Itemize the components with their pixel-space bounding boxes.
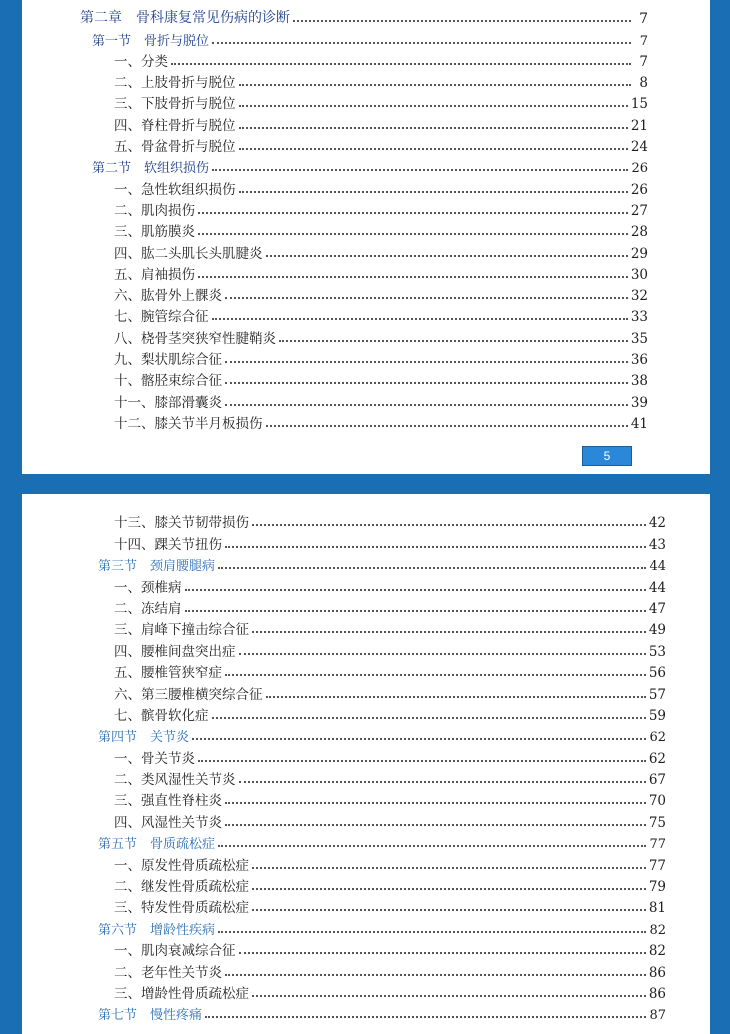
toc-entry-page-number: 7 <box>639 33 648 49</box>
toc-entry <box>22 389 710 410</box>
toc-entry <box>22 240 710 261</box>
toc-entry <box>22 638 710 659</box>
toc-entry-page-number: 44 <box>648 579 666 596</box>
dot-leader <box>225 824 646 826</box>
toc-entry-page-number: 70 <box>648 793 666 810</box>
toc-entry <box>22 981 710 1002</box>
toc-entry <box>22 112 710 133</box>
toc-entry-page-number: 15 <box>630 96 648 113</box>
toc-entry <box>22 959 710 980</box>
toc-entry-page-number: 28 <box>630 224 648 241</box>
toc-entry-title: 三、肌筋膜炎 <box>114 224 195 241</box>
toc-entry-page-number: 49 <box>648 622 666 639</box>
toc-entry <box>22 176 710 197</box>
toc-entry-title: 五、肩袖损伤 <box>114 266 195 283</box>
toc-section-entry <box>22 831 710 852</box>
toc-entry <box>22 411 710 432</box>
toc-entry <box>22 788 710 809</box>
toc-entry-page-number: 79 <box>648 879 666 896</box>
dot-leader <box>225 361 628 363</box>
toc-entry-title: 六、第三腰椎横突综合征 <box>114 686 263 703</box>
toc-entry <box>22 283 710 304</box>
dot-leader <box>239 148 628 150</box>
toc-entry-title: 十、髂胫束综合征 <box>114 373 222 390</box>
toc-entry-page-number: 59 <box>648 707 666 724</box>
toc-entry-page-number: 42 <box>648 515 666 532</box>
dot-leader <box>279 340 628 342</box>
toc-entry <box>22 347 710 368</box>
toc-entry-page-number: 32 <box>630 288 648 305</box>
toc-entry-page-number: 21 <box>630 117 648 134</box>
toc-entry <box>22 198 710 219</box>
dot-leader <box>198 212 628 214</box>
toc-list-upper <box>22 6 710 432</box>
toc-entry <box>22 703 710 724</box>
dot-leader <box>218 931 646 933</box>
page-number-badge: 5 <box>582 446 632 466</box>
toc-entry <box>22 49 710 70</box>
toc-entry-title: 十四、踝关节扭伤 <box>114 536 222 553</box>
dot-leader <box>266 696 646 698</box>
toc-section-entry <box>22 916 710 937</box>
dot-leader <box>252 631 646 633</box>
toc-entry-title: 三、下肢骨折与脱位 <box>114 96 236 113</box>
dot-leader <box>198 233 628 235</box>
toc-section-entry <box>22 1002 710 1023</box>
dot-leader <box>225 382 628 384</box>
toc-entry <box>22 681 710 702</box>
toc-entry <box>22 510 710 531</box>
toc-entry-page-number: 57 <box>648 686 666 703</box>
toc-entry-title: 十三、膝关节韧带损伤 <box>114 515 249 532</box>
toc-entry-page-number: 41 <box>630 415 648 432</box>
toc-entry-page-number: 39 <box>630 394 648 411</box>
toc-entry-title: 二、继发性骨质疏松症 <box>114 879 249 896</box>
toc-entry-title: 第六节 增龄性疾病 <box>98 922 216 938</box>
dot-leader <box>252 888 646 890</box>
toc-entry-page-number: 62 <box>649 730 666 746</box>
toc-entry-title: 七、腕管综合征 <box>114 309 209 326</box>
toc-entry-page-number: 29 <box>630 245 648 262</box>
toc-entry-title: 第三节 颈肩腰腿病 <box>98 559 216 575</box>
dot-leader <box>225 404 628 406</box>
toc-entry <box>22 70 710 91</box>
toc-entry-title: 八、桡骨茎突狭窄性腱鞘炎 <box>114 330 276 347</box>
toc-entry <box>22 767 710 788</box>
toc-entry-page-number: 43 <box>648 536 666 553</box>
toc-entry-title: 二、上肢骨折与脱位 <box>114 75 236 92</box>
toc-entry-title: 一、分类 <box>114 53 168 70</box>
toc-entry-title: 三、肩峰下撞击综合征 <box>114 622 249 639</box>
toc-entry-page-number: 77 <box>649 837 666 853</box>
toc-entry-title: 三、增龄性骨质疏松症 <box>114 985 249 1002</box>
toc-section-entry <box>22 553 710 574</box>
toc-entry-title: 七、髌骨软化症 <box>114 707 209 724</box>
dot-leader <box>198 276 628 278</box>
dot-leader <box>212 169 628 171</box>
toc-entry-page-number: 86 <box>648 964 666 981</box>
toc-entry <box>22 874 710 895</box>
toc-entry <box>22 262 710 283</box>
toc-entry <box>22 219 710 240</box>
dot-leader <box>185 589 646 591</box>
toc-entry-page-number: 44 <box>649 559 666 575</box>
toc-entry-title: 第七节 慢性疼痛 <box>98 1008 203 1024</box>
toc-entry <box>22 852 710 873</box>
dot-leader <box>266 425 628 427</box>
toc-entry <box>22 938 710 959</box>
dot-leader <box>239 781 646 783</box>
toc-entry-title: 一、骨关节炎 <box>114 750 195 767</box>
dot-leader <box>198 760 646 762</box>
dot-leader <box>212 318 628 320</box>
toc-entry-title: 三、特发性骨质疏松症 <box>114 900 249 917</box>
toc-entry-page-number: 26 <box>631 161 648 177</box>
toc-entry-page-number: 86 <box>648 985 666 1002</box>
toc-entry-page-number: 67 <box>648 772 666 789</box>
toc-entry-page-number: 38 <box>630 373 648 390</box>
toc-page-lower <box>22 494 710 1034</box>
toc-entry-page-number: 47 <box>648 600 666 617</box>
toc-entry-title: 五、骨盆骨折与脱位 <box>114 139 236 156</box>
toc-entry-title: 第二节 软组织损伤 <box>92 161 210 177</box>
toc-entry-page-number: 30 <box>630 266 648 283</box>
dot-leader <box>225 297 628 299</box>
dot-leader <box>239 952 646 954</box>
toc-entry-title: 九、梨状肌综合征 <box>114 352 222 369</box>
toc-entry-title: 一、原发性骨质疏松症 <box>114 857 249 874</box>
toc-entry-page-number: 36 <box>630 352 648 369</box>
toc-entry-title: 第一节 骨折与脱位 <box>92 33 210 49</box>
toc-entry-title: 二、肌肉损伤 <box>114 202 195 219</box>
toc-entry-page-number: 81 <box>648 900 666 917</box>
toc-entry-title: 三、强直性脊柱炎 <box>114 793 222 810</box>
toc-entry-page-number: 56 <box>648 665 666 682</box>
toc-page-upper <box>22 0 710 474</box>
dot-leader <box>218 567 646 569</box>
dot-leader <box>293 20 631 22</box>
toc-entry-page-number: 75 <box>648 814 666 831</box>
toc-entry-page-number: 35 <box>630 330 648 347</box>
dot-leader <box>205 1016 646 1018</box>
toc-entry-page-number: 53 <box>648 643 666 660</box>
toc-entry <box>22 895 710 916</box>
toc-entry <box>22 596 710 617</box>
toc-entry-page-number: 27 <box>630 202 648 219</box>
toc-entry-page-number: 77 <box>648 857 666 874</box>
toc-entry-page-number: 26 <box>630 181 648 198</box>
dot-leader <box>185 610 646 612</box>
toc-chapter-entry <box>22 6 710 27</box>
dot-leader <box>239 105 628 107</box>
toc-entry-title: 四、脊柱骨折与脱位 <box>114 117 236 134</box>
toc-entry-title: 四、肱二头肌长头肌腱炎 <box>114 245 263 262</box>
toc-list-lower <box>22 510 710 1023</box>
toc-entry-title: 二、类风湿性关节炎 <box>114 772 236 789</box>
toc-entry <box>22 91 710 112</box>
toc-entry <box>22 660 710 681</box>
dot-leader <box>239 191 628 193</box>
toc-entry <box>22 617 710 638</box>
toc-section-entry <box>22 155 710 176</box>
toc-section-entry <box>22 724 710 745</box>
toc-entry <box>22 134 710 155</box>
dot-leader <box>225 974 646 976</box>
toc-entry-title: 第二章 骨科康复常见伤病的诊断 <box>80 10 290 27</box>
toc-entry <box>22 809 710 830</box>
dot-leader <box>239 127 628 129</box>
toc-entry <box>22 368 710 389</box>
dot-leader <box>252 909 646 911</box>
toc-entry-page-number: 62 <box>648 750 666 767</box>
dot-leader <box>225 546 646 548</box>
toc-entry-title: 四、风湿性关节炎 <box>114 814 222 831</box>
toc-entry-title: 一、肌肉衰减综合征 <box>114 943 236 960</box>
toc-entry <box>22 325 710 346</box>
dot-leader <box>266 255 628 257</box>
toc-entry-title: 四、腰椎间盘突出症 <box>114 643 236 660</box>
toc-entry-page-number: 7 <box>639 53 648 70</box>
dot-leader <box>212 42 631 44</box>
toc-entry <box>22 745 710 766</box>
toc-entry-page-number: 8 <box>639 75 648 92</box>
toc-entry-page-number: 33 <box>630 309 648 326</box>
dot-leader <box>239 653 646 655</box>
toc-entry-page-number: 24 <box>630 139 648 156</box>
dot-leader <box>171 63 631 65</box>
dot-leader <box>225 802 646 804</box>
toc-entry-title: 第四节 关节炎 <box>98 730 190 746</box>
toc-entry-title: 六、肱骨外上髁炎 <box>114 288 222 305</box>
dot-leader <box>252 995 646 997</box>
toc-section-entry <box>22 27 710 48</box>
dot-leader <box>252 867 646 869</box>
toc-entry-title: 二、老年性关节炎 <box>114 964 222 981</box>
dot-leader <box>252 524 646 526</box>
toc-entry-title: 一、颈椎病 <box>114 579 182 596</box>
dot-leader <box>239 84 632 86</box>
toc-entry <box>22 531 710 552</box>
toc-entry-title: 二、冻结肩 <box>114 600 182 617</box>
toc-entry-title: 第五节 骨质疏松症 <box>98 837 216 853</box>
toc-entry-page-number: 7 <box>639 11 648 28</box>
dot-leader <box>218 845 646 847</box>
toc-entry-title: 十一、膝部滑囊炎 <box>114 394 222 411</box>
toc-entry <box>22 574 710 595</box>
toc-entry-page-number: 82 <box>649 922 666 938</box>
toc-entry <box>22 304 710 325</box>
dot-leader <box>225 674 646 676</box>
toc-entry-title: 五、腰椎管狭窄症 <box>114 665 222 682</box>
toc-entry-page-number: 87 <box>649 1008 666 1024</box>
toc-entry-title: 十二、膝关节半月板损伤 <box>114 415 263 432</box>
dot-leader <box>192 738 646 740</box>
toc-entry-page-number: 82 <box>648 943 666 960</box>
dot-leader <box>212 717 646 719</box>
toc-entry-title: 一、急性软组织损伤 <box>114 181 236 198</box>
